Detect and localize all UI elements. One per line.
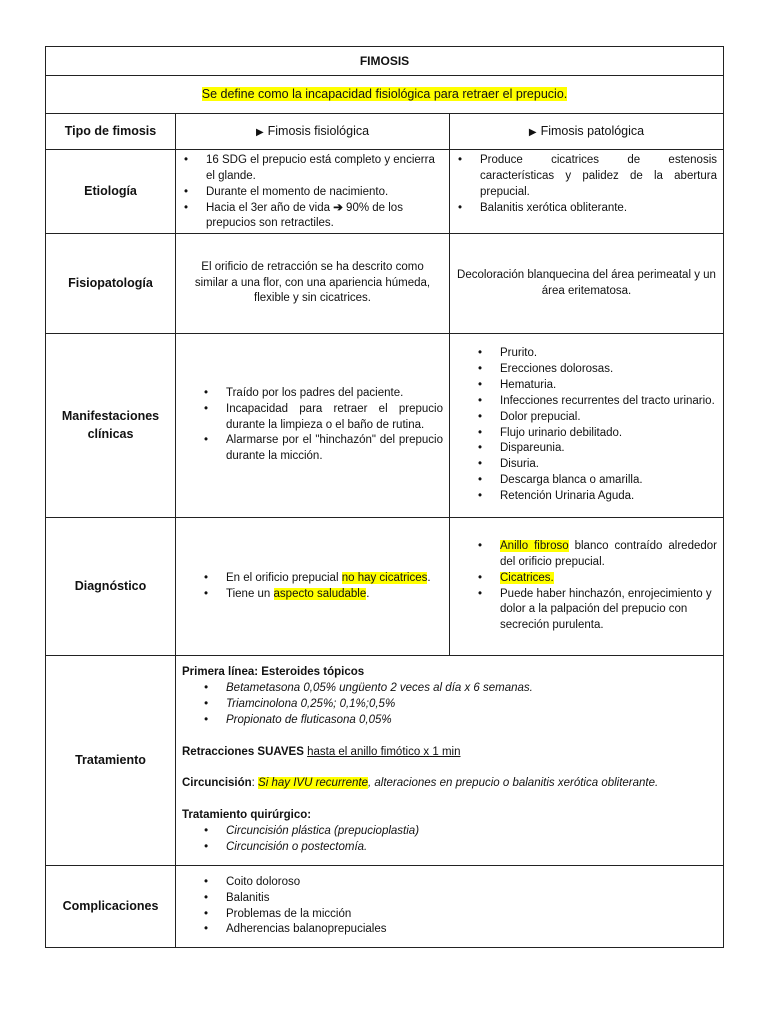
triangle-right-icon: ▶ xyxy=(255,126,264,138)
list-item: • Produce cicatrices de estenosis características y palidez de la abertura prepucial. xyxy=(458,154,717,198)
header-tipo: Tipo de fimosis xyxy=(46,114,176,150)
definition-text: Se define como la incapacidad fisiológica para retraer el prepucio. xyxy=(201,86,568,101)
row-label-manifestaciones: Manifestaciones clínicas xyxy=(46,334,176,518)
list-item: • Problemas de la micción xyxy=(204,907,352,920)
manifestaciones-fisiologica-list xyxy=(182,386,443,465)
header-fisiologica-label: Fimosis fisiológica xyxy=(267,123,370,138)
list-item: • Flujo urinario debilitado. xyxy=(478,426,623,439)
diagnostico-patologica xyxy=(450,518,724,656)
row-label-diagnostico: Diagnóstico xyxy=(46,518,176,656)
header-patologica-label: Fimosis patológica xyxy=(540,123,645,138)
list-item: • Coito doloroso xyxy=(204,875,301,888)
row-label-fisiopatologia: Fisiopatología xyxy=(46,234,176,334)
header-patologica xyxy=(450,114,724,150)
list-item: • Dispareunia. xyxy=(478,442,565,455)
triangle-right-icon: ▶ xyxy=(528,126,537,138)
row-label-complicaciones: Complicaciones xyxy=(46,866,176,948)
header-fisiologica xyxy=(176,114,450,150)
definition-row xyxy=(46,76,724,114)
row-label-tratamiento: Tratamiento xyxy=(46,656,176,866)
fisiopatologia-fisiologica: El orificio de retracción se ha descrito como similar a una flor, con una apariencia húmeda, flexible y sin cicatrices. xyxy=(176,234,450,334)
list-item: • Dolor prepucial. xyxy=(478,410,581,423)
etiologia-patologica xyxy=(450,150,724,234)
list-item: • 16 SDG el prepucio está completo y encierra el glande. xyxy=(184,154,435,182)
list-item: • En el orificio prepucial no hay cicatrices. xyxy=(204,571,431,584)
list-item: • Prurito. xyxy=(478,347,538,360)
manifestaciones-patologica-list xyxy=(456,346,717,505)
tratamiento-content xyxy=(176,656,724,866)
diagnostico-fisiologica-list xyxy=(182,571,443,603)
fimosis-table xyxy=(45,46,724,948)
list-item: • Durante el momento de nacimiento. xyxy=(184,185,389,198)
retracciones-line: Retracciones SUAVES hasta el anillo fimótico x 1 min xyxy=(182,745,461,758)
list-item: • Propionato de fluticasona 0,05% xyxy=(204,713,392,726)
list-item: • Adherencias balanoprepuciales xyxy=(204,923,387,936)
list-item: • Hacia el 3er año de vida ➔ 90% de los prepucios son retractiles. xyxy=(184,201,403,230)
list-item: • Disuria. xyxy=(478,458,539,471)
circuncision-line: Circuncisión: Si hay IVU recurrente, alteraciones en prepucio o balanitis xerótica obliterante. xyxy=(182,777,659,790)
list-item: • Alarmarse por el "hinchazón" del prepucio durante la micción. xyxy=(204,434,443,463)
list-item: • Anillo fibroso blanco contraído alrededor del orificio prepucial. xyxy=(478,539,717,568)
list-item: • Tiene un aspecto saludable. xyxy=(204,587,370,600)
list-item: • Balanitis xerótica obliterante. xyxy=(458,201,628,214)
list-item: • Triamcinolona 0,25%; 0,1%;0,5% xyxy=(204,697,396,710)
list-item: • Hematuria. xyxy=(478,378,557,391)
table-title: FIMOSIS xyxy=(46,47,724,76)
list-item: • Cicatrices. xyxy=(478,571,554,584)
list-item: • Descarga blanca o amarilla. xyxy=(478,474,643,487)
etiologia-fisiologica-list xyxy=(182,153,443,232)
complicaciones-content xyxy=(176,866,724,948)
esteroides-list xyxy=(182,681,717,729)
fisiopatologia-patologica: Decoloración blanquecina del área perimeatal y un área eritematosa. xyxy=(450,234,724,334)
row-label-etiologia: Etiología xyxy=(46,150,176,234)
primera-linea-heading: Primera línea: Esteroides tópicos xyxy=(182,666,365,679)
manifestaciones-patologica xyxy=(450,334,724,518)
list-item: • Incapacidad para retraer el prepucio durante la limpieza o el baño de rutina. xyxy=(204,402,443,431)
list-item: • Retención Urinaria Aguda. xyxy=(478,489,635,502)
etiologia-patologica-list xyxy=(456,153,717,216)
list-item: • Circuncisión plástica (prepucioplastia) xyxy=(204,825,420,838)
quirurgico-list xyxy=(182,824,717,856)
diagnostico-fisiologica xyxy=(176,518,450,656)
list-item: • Infecciones recurrentes del tracto urinario. xyxy=(478,394,715,407)
complicaciones-list xyxy=(182,875,717,938)
list-item: • Circuncisión o postectomía. xyxy=(204,841,368,853)
manifestaciones-fisiologica xyxy=(176,334,450,518)
list-item: • Erecciones dolorosas. xyxy=(478,363,614,376)
list-item: • Traído por los padres del paciente. xyxy=(204,386,404,399)
arrow-right-icon: ➔ xyxy=(333,201,343,214)
list-item: • Balanitis xyxy=(204,891,270,904)
etiologia-fisiologica xyxy=(176,150,450,234)
quirurgico-heading: Tratamiento quirúrgico: xyxy=(182,809,312,822)
list-item: • Puede haber hinchazón, enrojecimiento y dolor a la palpación del prepucio con secreción purulenta. xyxy=(478,587,712,632)
list-item: • Betametasona 0,05% ungüento 2 veces al día x 6 semanas. xyxy=(204,681,533,694)
diagnostico-patologica-list xyxy=(456,539,717,634)
